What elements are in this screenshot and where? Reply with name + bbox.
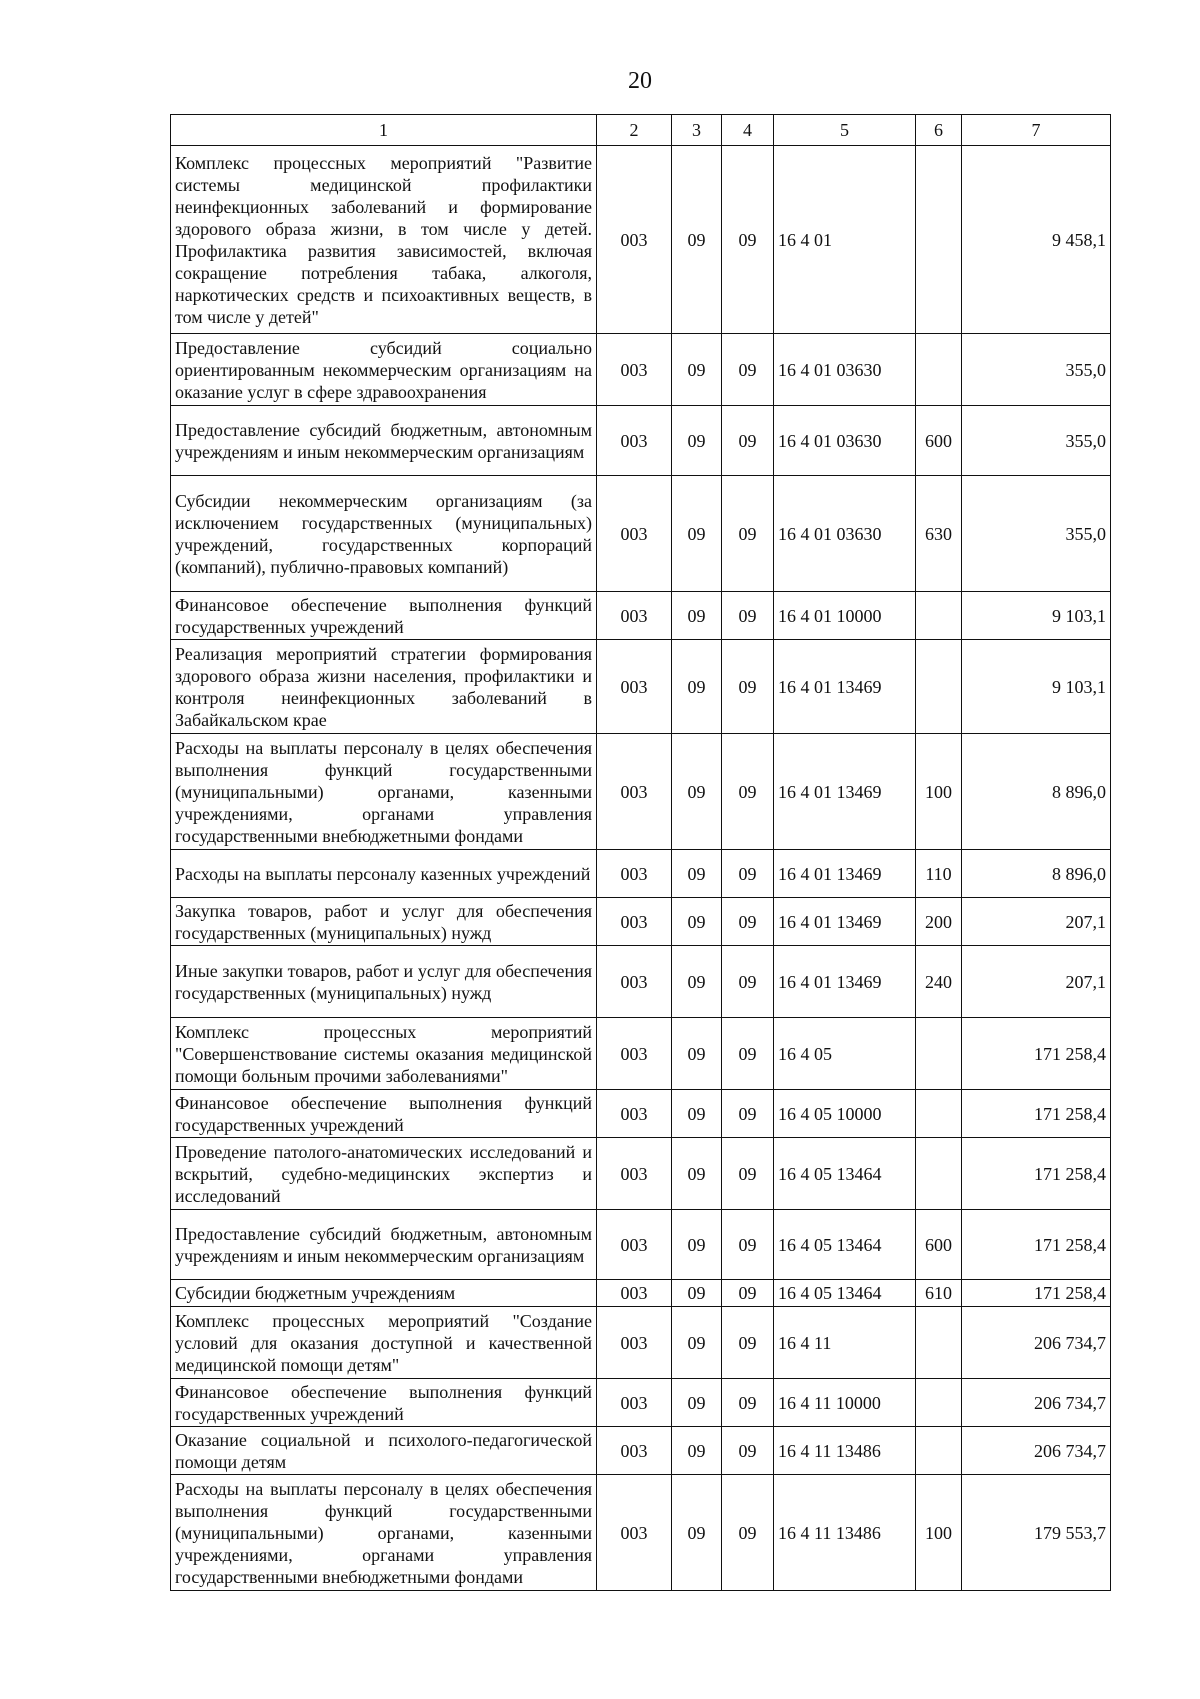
row-target-code: 16 4 05 10000 <box>774 1090 916 1138</box>
row-expense-type <box>916 1427 962 1475</box>
row-expense-type <box>916 1018 962 1090</box>
row-name: Комплекс процессных мероприятий "Совершенствование системы оказания медицинской помощи больным прочими заболеваниями" <box>171 1018 597 1090</box>
row-target-code: 16 4 01 10000 <box>774 592 916 640</box>
row-amount: 179 553,7 <box>962 1475 1111 1591</box>
row-name: Комплекс процессных мероприятий "Создание условий для оказания доступной и качественной медицинской помощи детям" <box>171 1307 597 1379</box>
row-amount: 171 258,4 <box>962 1280 1111 1307</box>
row-target-code: 16 4 05 13464 <box>774 1210 916 1280</box>
row-name: Субсидии некоммерческим организациям (за исключением государственных (муниципальных) учреждений, государственных корпораций (компаний), публично-правовых компаний) <box>171 476 597 592</box>
row-subsection: 09 <box>722 406 774 476</box>
row-admin-code: 003 <box>597 334 672 406</box>
row-amount: 171 258,4 <box>962 1018 1111 1090</box>
col-header-4: 4 <box>722 115 774 146</box>
col-header-3: 3 <box>672 115 722 146</box>
row-expense-type: 600 <box>916 1210 962 1280</box>
row-target-code: 16 4 01 13469 <box>774 898 916 946</box>
table-row <box>171 334 1111 406</box>
row-name: Финансовое обеспечение выполнения функций государственных учреждений <box>171 592 597 640</box>
row-target-code: 16 4 01 03630 <box>774 334 916 406</box>
col-header-2: 2 <box>597 115 672 146</box>
row-section: 09 <box>672 640 722 734</box>
row-subsection: 09 <box>722 146 774 334</box>
row-expense-type: 100 <box>916 1475 962 1591</box>
row-expense-type <box>916 592 962 640</box>
row-admin-code: 003 <box>597 406 672 476</box>
table-row <box>171 146 1111 334</box>
row-amount: 171 258,4 <box>962 1210 1111 1280</box>
row-section: 09 <box>672 1379 722 1427</box>
row-name: Оказание социальной и психолого-педагогической помощи детям <box>171 1427 597 1475</box>
row-name: Расходы на выплаты персоналу в целях обеспечения выполнения функций государственными (муниципальными) органами, казенными учреждениями, органами управления государственными внебюджетными фондами <box>171 1475 597 1591</box>
row-section: 09 <box>672 1018 722 1090</box>
row-target-code: 16 4 01 13469 <box>774 946 916 1018</box>
row-section: 09 <box>672 1210 722 1280</box>
row-expense-type <box>916 1090 962 1138</box>
row-target-code: 16 4 11 13486 <box>774 1475 916 1591</box>
budget-table <box>170 114 1111 1591</box>
row-admin-code: 003 <box>597 1090 672 1138</box>
row-subsection: 09 <box>722 334 774 406</box>
table-row <box>171 1475 1111 1591</box>
row-amount: 171 258,4 <box>962 1138 1111 1210</box>
row-section: 09 <box>672 146 722 334</box>
row-admin-code: 003 <box>597 1427 672 1475</box>
table-row <box>171 1090 1111 1138</box>
row-name: Проведение патолого-анатомических исследований и вскрытий, судебно-медицинских экспертиз и исследований <box>171 1138 597 1210</box>
table-row <box>171 592 1111 640</box>
row-section: 09 <box>672 1138 722 1210</box>
row-section: 09 <box>672 1307 722 1379</box>
row-name: Расходы на выплаты персоналу в целях обеспечения выполнения функций государственными (муниципальными) органами, казенными учреждениями, органами управления государственными внебюджетными фондами <box>171 734 597 850</box>
row-subsection: 09 <box>722 1210 774 1280</box>
row-section: 09 <box>672 1090 722 1138</box>
row-amount: 355,0 <box>962 406 1111 476</box>
row-admin-code: 003 <box>597 1475 672 1591</box>
row-admin-code: 003 <box>597 898 672 946</box>
row-target-code: 16 4 01 03630 <box>774 476 916 592</box>
row-expense-type: 240 <box>916 946 962 1018</box>
row-admin-code: 003 <box>597 1307 672 1379</box>
row-admin-code: 003 <box>597 1280 672 1307</box>
row-name: Иные закупки товаров, работ и услуг для обеспечения государственных (муниципальных) нужд <box>171 946 597 1018</box>
row-subsection: 09 <box>722 946 774 1018</box>
row-amount: 206 734,7 <box>962 1379 1111 1427</box>
table-row <box>171 1307 1111 1379</box>
row-expense-type: 200 <box>916 898 962 946</box>
row-name: Расходы на выплаты персоналу казенных учреждений <box>171 850 597 898</box>
table-row <box>171 946 1111 1018</box>
row-target-code: 16 4 11 13486 <box>774 1427 916 1475</box>
row-section: 09 <box>672 592 722 640</box>
row-admin-code: 003 <box>597 734 672 850</box>
row-name: Предоставление субсидий бюджетным, автономным учреждениям и иным некоммерческим организациям <box>171 406 597 476</box>
row-target-code: 16 4 01 13469 <box>774 734 916 850</box>
col-header-5: 5 <box>774 115 916 146</box>
row-admin-code: 003 <box>597 146 672 334</box>
page-number: 20 <box>628 68 652 94</box>
row-target-code: 16 4 05 13464 <box>774 1280 916 1307</box>
row-amount: 207,1 <box>962 898 1111 946</box>
table-row <box>171 476 1111 592</box>
row-amount: 355,0 <box>962 476 1111 592</box>
header-row <box>171 115 1111 146</box>
row-target-code: 16 4 01 13469 <box>774 850 916 898</box>
row-admin-code: 003 <box>597 1018 672 1090</box>
row-subsection: 09 <box>722 1280 774 1307</box>
row-section: 09 <box>672 1475 722 1591</box>
row-section: 09 <box>672 1427 722 1475</box>
row-name: Предоставление субсидий социально ориентированным некоммерческим организациям на оказание услуг в сфере здравоохранения <box>171 334 597 406</box>
row-section: 09 <box>672 334 722 406</box>
row-amount: 9 103,1 <box>962 592 1111 640</box>
row-target-code: 16 4 11 <box>774 1307 916 1379</box>
row-expense-type: 610 <box>916 1280 962 1307</box>
row-section: 09 <box>672 734 722 850</box>
row-expense-type <box>916 1138 962 1210</box>
row-subsection: 09 <box>722 734 774 850</box>
row-section: 09 <box>672 476 722 592</box>
row-expense-type <box>916 640 962 734</box>
row-expense-type <box>916 1307 962 1379</box>
row-admin-code: 003 <box>597 476 672 592</box>
row-subsection: 09 <box>722 640 774 734</box>
row-target-code: 16 4 05 <box>774 1018 916 1090</box>
row-admin-code: 003 <box>597 1138 672 1210</box>
row-name: Предоставление субсидий бюджетным, автономным учреждениям и иным некоммерческим организациям <box>171 1210 597 1280</box>
row-admin-code: 003 <box>597 640 672 734</box>
row-section: 09 <box>672 850 722 898</box>
table-row <box>171 406 1111 476</box>
row-subsection: 09 <box>722 476 774 592</box>
row-expense-type <box>916 1379 962 1427</box>
row-subsection: 09 <box>722 1379 774 1427</box>
row-subsection: 09 <box>722 1307 774 1379</box>
row-admin-code: 003 <box>597 946 672 1018</box>
row-target-code: 16 4 11 10000 <box>774 1379 916 1427</box>
row-amount: 8 896,0 <box>962 734 1111 850</box>
col-header-6: 6 <box>916 115 962 146</box>
row-name: Реализация мероприятий стратегии формирования здорового образа жизни населения, профилактики и контроля неинфекционных заболеваний в Забайкальском крае <box>171 640 597 734</box>
row-section: 09 <box>672 898 722 946</box>
row-subsection: 09 <box>722 1138 774 1210</box>
row-subsection: 09 <box>722 1090 774 1138</box>
row-admin-code: 003 <box>597 850 672 898</box>
row-amount: 9 458,1 <box>962 146 1111 334</box>
row-amount: 206 734,7 <box>962 1427 1111 1475</box>
row-subsection: 09 <box>722 898 774 946</box>
table-row <box>171 1280 1111 1307</box>
table-row <box>171 1379 1111 1427</box>
row-expense-type: 100 <box>916 734 962 850</box>
row-admin-code: 003 <box>597 592 672 640</box>
row-subsection: 09 <box>722 1427 774 1475</box>
table-row <box>171 1018 1111 1090</box>
row-admin-code: 003 <box>597 1210 672 1280</box>
col-header-7: 7 <box>962 115 1111 146</box>
table-row <box>171 640 1111 734</box>
row-subsection: 09 <box>722 592 774 640</box>
table-row <box>171 1138 1111 1210</box>
row-target-code: 16 4 05 13464 <box>774 1138 916 1210</box>
row-admin-code: 003 <box>597 1379 672 1427</box>
row-expense-type: 110 <box>916 850 962 898</box>
row-amount: 8 896,0 <box>962 850 1111 898</box>
row-expense-type <box>916 146 962 334</box>
row-expense-type: 630 <box>916 476 962 592</box>
row-subsection: 09 <box>722 850 774 898</box>
row-expense-type: 600 <box>916 406 962 476</box>
row-section: 09 <box>672 946 722 1018</box>
row-target-code: 16 4 01 <box>774 146 916 334</box>
row-subsection: 09 <box>722 1018 774 1090</box>
row-expense-type <box>916 334 962 406</box>
row-amount: 171 258,4 <box>962 1090 1111 1138</box>
row-target-code: 16 4 01 13469 <box>774 640 916 734</box>
row-amount: 9 103,1 <box>962 640 1111 734</box>
row-name: Закупка товаров, работ и услуг для обеспечения государственных (муниципальных) нужд <box>171 898 597 946</box>
table-row <box>171 1210 1111 1280</box>
row-subsection: 09 <box>722 1475 774 1591</box>
row-name: Финансовое обеспечение выполнения функций государственных учреждений <box>171 1090 597 1138</box>
row-name: Комплекс процессных мероприятий "Развитие системы медицинской профилактики неинфекционных заболеваний и формирование здорового образа жизни, в том числе у детей. Профилактика развития зависимостей, включая сокращение потребления табака, алкоголя, наркотических средств и психоактивных веществ, в том числе у детей" <box>171 146 597 334</box>
table-row <box>171 1427 1111 1475</box>
row-section: 09 <box>672 1280 722 1307</box>
row-section: 09 <box>672 406 722 476</box>
row-amount: 355,0 <box>962 334 1111 406</box>
row-amount: 206 734,7 <box>962 1307 1111 1379</box>
row-target-code: 16 4 01 03630 <box>774 406 916 476</box>
row-amount: 207,1 <box>962 946 1111 1018</box>
table-row <box>171 734 1111 850</box>
table-row <box>171 850 1111 898</box>
col-header-1: 1 <box>171 115 597 146</box>
table-row <box>171 898 1111 946</box>
row-name: Субсидии бюджетным учреждениям <box>171 1280 597 1307</box>
row-name: Финансовое обеспечение выполнения функций государственных учреждений <box>171 1379 597 1427</box>
